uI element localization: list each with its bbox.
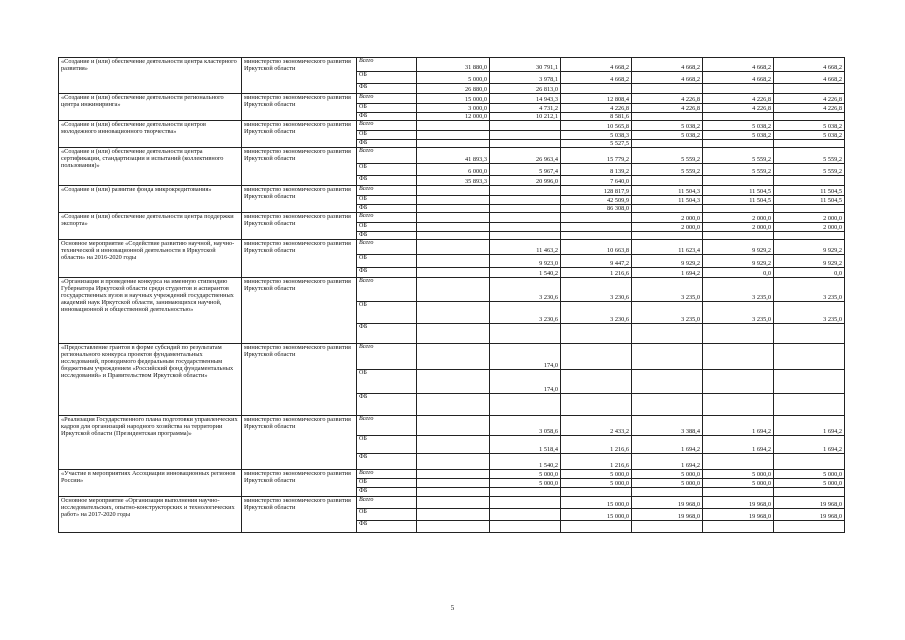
amount-cell — [703, 205, 774, 213]
amount-cell — [417, 302, 490, 324]
amount-cell: 1 694,2 — [632, 436, 703, 454]
amount-cell — [417, 121, 490, 131]
amount-cell — [490, 186, 561, 196]
funding-source: Всего — [357, 186, 417, 196]
amount-cell: 3 388,4 — [632, 416, 703, 436]
amount-cell — [561, 344, 632, 370]
amount-cell — [490, 488, 561, 497]
measure-name: «Предоставление грантов в форме субсидий по результатам регионального конкурса проектов фундаментальных исследований, проводимого федеральным государственным бюджетным учреждением «Российский фонд фундаментальных исследований» и Правительством Иркутской области» — [59, 344, 242, 416]
amount-cell: 6 000,0 — [417, 164, 490, 176]
amount-cell: 19 968,0 — [774, 497, 845, 509]
amount-cell — [703, 488, 774, 497]
amount-cell: 2 000,0 — [774, 213, 845, 223]
funding-source: ФБ — [357, 454, 417, 470]
amount-cell — [417, 140, 490, 148]
amount-cell — [703, 84, 774, 94]
amount-cell: 4 226,8 — [632, 94, 703, 104]
amount-cell: 11 463,2 — [490, 240, 561, 255]
amount-cell: 3 235,0 — [632, 302, 703, 324]
amount-cell: 19 968,0 — [774, 509, 845, 521]
amount-cell: 5 559,2 — [703, 148, 774, 164]
funding-source: ОБ — [357, 255, 417, 268]
funding-source: ОБ — [357, 223, 417, 232]
amount-cell — [632, 232, 703, 240]
amount-cell: 1 694,2 — [774, 416, 845, 436]
amount-cell: 5 000,0 — [490, 479, 561, 488]
amount-cell: 8 581,6 — [561, 113, 632, 121]
amount-cell — [774, 232, 845, 240]
amount-cell: 4 226,8 — [561, 104, 632, 113]
amount-cell: 3 058,6 — [490, 416, 561, 436]
amount-cell: 15 000,0 — [417, 94, 490, 104]
amount-cell: 86 308,0 — [561, 205, 632, 213]
amount-cell: 5 000,0 — [703, 479, 774, 488]
amount-cell — [417, 213, 490, 223]
table-row — [59, 470, 845, 479]
amount-cell: 3 978,1 — [490, 72, 561, 84]
table-row — [59, 344, 845, 370]
amount-cell — [417, 278, 490, 302]
funding-source: ФБ — [357, 140, 417, 148]
table-row — [59, 121, 845, 131]
amount-cell — [561, 521, 632, 533]
funding-source: ФБ — [357, 232, 417, 240]
table-body — [59, 58, 845, 533]
amount-cell: 5 038,2 — [774, 131, 845, 140]
amount-cell — [417, 436, 490, 454]
measure-name: «Создание и (или) развитие фонда микрокредитования» — [59, 186, 242, 213]
executor-cell: министерство экономического развития Иркутской области — [242, 497, 357, 533]
amount-cell — [774, 113, 845, 121]
amount-cell: 5 038,2 — [703, 131, 774, 140]
funding-source: Всего — [357, 94, 417, 104]
funding-source: Всего — [357, 416, 417, 436]
funding-source: Всего — [357, 497, 417, 509]
measure-name: «Создание и (или) обеспечение деятельности центра кластерного развития» — [59, 58, 242, 94]
amount-cell — [774, 344, 845, 370]
amount-cell: 4 668,2 — [632, 58, 703, 72]
amount-cell — [417, 205, 490, 213]
table-row — [59, 240, 845, 255]
amount-cell — [490, 205, 561, 213]
amount-cell: 4 668,2 — [561, 72, 632, 84]
measure-name: «Реализация Государственного плана подготовки управленческих кадров для организаций народного хозяйства на территории Иркутской области (Президентская программа)» — [59, 416, 242, 470]
amount-cell — [774, 370, 845, 394]
amount-cell — [490, 497, 561, 509]
executor-cell: министерство экономического развития Иркутской области — [242, 148, 357, 186]
amount-cell — [417, 488, 490, 497]
amount-cell — [703, 176, 774, 186]
amount-cell: 11 504,5 — [703, 186, 774, 196]
amount-cell: 31 880,0 — [417, 58, 490, 72]
amount-cell — [417, 131, 490, 140]
amount-cell: 1 518,4 — [490, 436, 561, 454]
amount-cell: 5 559,2 — [774, 148, 845, 164]
amount-cell — [774, 324, 845, 344]
amount-cell — [703, 454, 774, 470]
amount-cell — [490, 232, 561, 240]
amount-cell — [417, 416, 490, 436]
amount-cell: 15 000,0 — [561, 509, 632, 521]
measure-name: «Создание и (или) обеспечение деятельности регионального центра инжиниринга» — [59, 94, 242, 121]
table-row — [59, 186, 845, 196]
executor-cell: министерство экономического развития Иркутской области — [242, 278, 357, 344]
amount-cell: 1 694,2 — [632, 268, 703, 278]
amount-cell: 14 943,3 — [490, 94, 561, 104]
amount-cell: 1 540,2 — [490, 268, 561, 278]
amount-cell — [417, 268, 490, 278]
amount-cell: 2 000,0 — [632, 223, 703, 232]
funding-source: ОБ — [357, 72, 417, 84]
amount-cell — [632, 394, 703, 416]
amount-cell: 5 000,0 — [774, 470, 845, 479]
amount-cell: 174,0 — [490, 344, 561, 370]
amount-cell: 128 817,9 — [561, 186, 632, 196]
amount-cell: 3 000,0 — [417, 104, 490, 113]
amount-cell — [632, 176, 703, 186]
amount-cell: 5 038,2 — [774, 121, 845, 131]
amount-cell: 11 504,5 — [774, 186, 845, 196]
amount-cell: 4 226,8 — [774, 94, 845, 104]
amount-cell — [490, 509, 561, 521]
amount-cell — [561, 394, 632, 416]
amount-cell: 5 559,2 — [632, 148, 703, 164]
amount-cell — [417, 196, 490, 205]
table-row — [59, 94, 845, 104]
amount-cell: 10 663,8 — [561, 240, 632, 255]
amount-cell: 3 230,6 — [490, 302, 561, 324]
amount-cell — [417, 521, 490, 533]
table-row — [59, 213, 845, 223]
amount-cell: 0,0 — [703, 268, 774, 278]
amount-cell — [490, 521, 561, 533]
amount-cell: 4 668,2 — [774, 58, 845, 72]
amount-cell — [561, 488, 632, 497]
table-row — [59, 416, 845, 436]
amount-cell: 12 808,4 — [561, 94, 632, 104]
amount-cell: 5 000,0 — [490, 470, 561, 479]
funding-source: ОБ — [357, 196, 417, 205]
amount-cell — [703, 140, 774, 148]
amount-cell: 3 235,0 — [774, 302, 845, 324]
measure-name: «Создание и (или) обеспечение деятельности центра поддержки экспорта» — [59, 213, 242, 240]
funding-source: ФБ — [357, 324, 417, 344]
amount-cell: 4 226,8 — [703, 94, 774, 104]
funding-source: ОБ — [357, 479, 417, 488]
amount-cell: 5 000,0 — [417, 72, 490, 84]
amount-cell — [774, 521, 845, 533]
amount-cell: 1 216,6 — [561, 454, 632, 470]
amount-cell: 4 226,8 — [703, 104, 774, 113]
amount-cell: 10 565,8 — [561, 121, 632, 131]
amount-cell: 5 000,0 — [774, 479, 845, 488]
funding-source: ФБ — [357, 205, 417, 213]
amount-cell — [417, 497, 490, 509]
amount-cell: 5 038,3 — [561, 131, 632, 140]
amount-cell: 5 038,2 — [703, 121, 774, 131]
amount-cell: 4 668,2 — [703, 58, 774, 72]
funding-source: Всего — [357, 213, 417, 223]
funding-source: ФБ — [357, 176, 417, 186]
amount-cell — [561, 370, 632, 394]
amount-cell: 30 791,1 — [490, 58, 561, 72]
amount-cell: 4 668,2 — [561, 58, 632, 72]
executor-cell: министерство экономического развития Иркутской области — [242, 344, 357, 416]
amount-cell — [703, 521, 774, 533]
measure-name: «Участие в мероприятиях Ассоциации инновационных регионов России» — [59, 470, 242, 497]
amount-cell: 9 929,2 — [703, 240, 774, 255]
amount-cell: 1 694,2 — [774, 436, 845, 454]
amount-cell: 11 504,3 — [632, 196, 703, 205]
amount-cell — [774, 140, 845, 148]
amount-cell: 19 968,0 — [632, 509, 703, 521]
amount-cell: 1 540,2 — [490, 454, 561, 470]
amount-cell: 4 226,8 — [774, 104, 845, 113]
amount-cell — [774, 454, 845, 470]
amount-cell — [490, 223, 561, 232]
amount-cell — [703, 370, 774, 394]
amount-cell — [703, 344, 774, 370]
amount-cell — [417, 479, 490, 488]
amount-cell — [632, 324, 703, 344]
funding-source: Всего — [357, 58, 417, 72]
funding-source: ОБ — [357, 370, 417, 394]
executor-cell: министерство экономического развития Иркутской области — [242, 416, 357, 470]
amount-cell: 7 640,0 — [561, 176, 632, 186]
amount-cell — [561, 84, 632, 94]
amount-cell — [417, 344, 490, 370]
amount-cell: 5 967,4 — [490, 164, 561, 176]
amount-cell — [561, 223, 632, 232]
amount-cell — [417, 509, 490, 521]
amount-cell: 8 139,2 — [561, 164, 632, 176]
amount-cell: 5 000,0 — [632, 470, 703, 479]
funding-source: ФБ — [357, 488, 417, 497]
amount-cell — [703, 232, 774, 240]
amount-cell: 9 929,2 — [774, 255, 845, 268]
funding-source: Всего — [357, 240, 417, 255]
amount-cell — [774, 488, 845, 497]
amount-cell: 5 038,2 — [632, 121, 703, 131]
budget-table — [58, 57, 845, 533]
amount-cell: 1 694,2 — [703, 416, 774, 436]
funding-source: ОБ — [357, 302, 417, 324]
amount-cell — [417, 394, 490, 416]
funding-source: Всего — [357, 278, 417, 302]
amount-cell: 5 559,2 — [774, 164, 845, 176]
executor-cell: министерство экономического развития Иркутской области — [242, 94, 357, 121]
amount-cell — [417, 454, 490, 470]
amount-cell: 15 779,2 — [561, 148, 632, 164]
amount-cell: 11 504,3 — [632, 186, 703, 196]
amount-cell — [632, 370, 703, 394]
funding-source: ОБ — [357, 164, 417, 176]
amount-cell: 5 000,0 — [561, 479, 632, 488]
amount-cell — [632, 140, 703, 148]
table-row — [59, 148, 845, 164]
amount-cell: 2 000,0 — [774, 223, 845, 232]
amount-cell — [632, 205, 703, 213]
amount-cell — [561, 232, 632, 240]
amount-cell: 2 000,0 — [703, 223, 774, 232]
amount-cell: 11 623,4 — [632, 240, 703, 255]
amount-cell: 3 235,0 — [774, 278, 845, 302]
executor-cell: министерство экономического развития Иркутской области — [242, 121, 357, 148]
amount-cell: 12 000,0 — [417, 113, 490, 121]
funding-source: ФБ — [357, 268, 417, 278]
amount-cell: 5 527,5 — [561, 140, 632, 148]
executor-cell: министерство экономического развития Иркутской области — [242, 240, 357, 278]
amount-cell: 0,0 — [774, 268, 845, 278]
amount-cell: 5 000,0 — [703, 470, 774, 479]
amount-cell: 9 923,0 — [490, 255, 561, 268]
funding-source: Всего — [357, 148, 417, 164]
amount-cell — [703, 394, 774, 416]
amount-cell: 19 968,0 — [632, 497, 703, 509]
amount-cell — [632, 344, 703, 370]
amount-cell — [632, 84, 703, 94]
amount-cell: 35 893,3 — [417, 176, 490, 186]
measure-name: «Организация и проведение конкурса на именную стипендию Губернатора Иркутской области среди студентов и аспирантов государственных вузов и научных учреждений государственных академий наук Иркутской области, занимающихся научной, инновационной и общественной деятельностью» — [59, 278, 242, 344]
amount-cell: 5 559,2 — [632, 164, 703, 176]
amount-cell: 4 668,2 — [632, 72, 703, 84]
amount-cell: 26 813,0 — [490, 84, 561, 94]
executor-cell: министерство экономического развития Иркутской области — [242, 213, 357, 240]
amount-cell: 3 235,0 — [703, 278, 774, 302]
amount-cell — [632, 521, 703, 533]
amount-cell: 11 504,5 — [774, 196, 845, 205]
amount-cell — [490, 394, 561, 416]
amount-cell: 9 447,2 — [561, 255, 632, 268]
amount-cell — [417, 324, 490, 344]
funding-source: ОБ — [357, 509, 417, 521]
amount-cell: 11 504,5 — [703, 196, 774, 205]
amount-cell — [490, 324, 561, 344]
funding-source: ОБ — [357, 436, 417, 454]
amount-cell: 1 216,6 — [561, 436, 632, 454]
measure-name: «Создание и (или) обеспечение деятельности центров молодежного инновационного творчества» — [59, 121, 242, 148]
funding-source: ФБ — [357, 394, 417, 416]
funding-source: Всего — [357, 470, 417, 479]
funding-source: Всего — [357, 121, 417, 131]
amount-cell: 42 509,9 — [561, 196, 632, 205]
measure-name: Основное мероприятие «Содействие развитию научной, научно-технической и инновационной деятельности в Иркутской области» на 2016-2020 годы — [59, 240, 242, 278]
amount-cell: 26 880,0 — [417, 84, 490, 94]
amount-cell — [774, 176, 845, 186]
amount-cell: 5 038,2 — [632, 131, 703, 140]
amount-cell — [774, 205, 845, 213]
amount-cell — [703, 113, 774, 121]
amount-cell — [774, 84, 845, 94]
amount-cell: 9 929,2 — [774, 240, 845, 255]
table-row — [59, 497, 845, 509]
amount-cell: 3 230,6 — [561, 278, 632, 302]
amount-cell: 41 893,3 — [417, 148, 490, 164]
amount-cell — [417, 370, 490, 394]
amount-cell: 2 433,2 — [561, 416, 632, 436]
amount-cell: 5 559,2 — [703, 164, 774, 176]
amount-cell: 26 963,4 — [490, 148, 561, 164]
funding-source: ОБ — [357, 131, 417, 140]
amount-cell — [417, 255, 490, 268]
amount-cell: 2 000,0 — [703, 213, 774, 223]
amount-cell — [490, 140, 561, 148]
table-row — [59, 58, 845, 72]
amount-cell — [774, 394, 845, 416]
table-row — [59, 278, 845, 302]
amount-cell — [490, 131, 561, 140]
amount-cell — [703, 324, 774, 344]
amount-cell — [417, 186, 490, 196]
amount-cell: 2 000,0 — [632, 213, 703, 223]
page-number: 5 — [450, 604, 455, 612]
amount-cell: 3 235,0 — [703, 302, 774, 324]
amount-cell: 1 694,2 — [703, 436, 774, 454]
amount-cell: 4 668,2 — [774, 72, 845, 84]
amount-cell: 20 996,0 — [490, 176, 561, 186]
amount-cell: 3 235,0 — [632, 278, 703, 302]
amount-cell: 1 216,6 — [561, 268, 632, 278]
amount-cell: 10 212,1 — [490, 113, 561, 121]
amount-cell: 15 000,0 — [561, 497, 632, 509]
funding-source: ФБ — [357, 521, 417, 533]
amount-cell: 9 929,2 — [703, 255, 774, 268]
amount-cell — [490, 213, 561, 223]
measure-name: Основное мероприятие «Организация выполнения научно-исследовательских, опытно-конструкторских и технологических работ» на 2017-2020 годы — [59, 497, 242, 533]
amount-cell — [490, 121, 561, 131]
amount-cell: 19 968,0 — [703, 509, 774, 521]
amount-cell: 4 668,2 — [703, 72, 774, 84]
amount-cell — [417, 470, 490, 479]
amount-cell: 1 694,2 — [632, 454, 703, 470]
measure-name: «Создание и (или) обеспечение деятельности центра сертификации, стандартизации и испытаний (коллективного пользования)» — [59, 148, 242, 186]
amount-cell: 5 000,0 — [561, 470, 632, 479]
executor-cell: министерство экономического развития Иркутской области — [242, 58, 357, 94]
amount-cell — [417, 232, 490, 240]
funding-source: ОБ — [357, 104, 417, 113]
amount-cell — [417, 223, 490, 232]
funding-source: ФБ — [357, 84, 417, 94]
amount-cell: 4 731,2 — [490, 104, 561, 113]
amount-cell: 5 000,0 — [632, 479, 703, 488]
amount-cell: 19 968,0 — [703, 497, 774, 509]
executor-cell: министерство экономического развития Иркутской области — [242, 186, 357, 213]
amount-cell: 174,0 — [490, 370, 561, 394]
executor-cell: министерство экономического развития Иркутской области — [242, 470, 357, 497]
funding-source: Всего — [357, 344, 417, 370]
amount-cell — [632, 113, 703, 121]
amount-cell: 3 230,6 — [490, 278, 561, 302]
funding-source: ФБ — [357, 113, 417, 121]
amount-cell: 3 230,6 — [561, 302, 632, 324]
amount-cell: 4 226,8 — [632, 104, 703, 113]
amount-cell — [561, 213, 632, 223]
amount-cell — [417, 240, 490, 255]
amount-cell — [632, 488, 703, 497]
amount-cell: 9 929,2 — [632, 255, 703, 268]
amount-cell — [561, 324, 632, 344]
amount-cell — [490, 196, 561, 205]
